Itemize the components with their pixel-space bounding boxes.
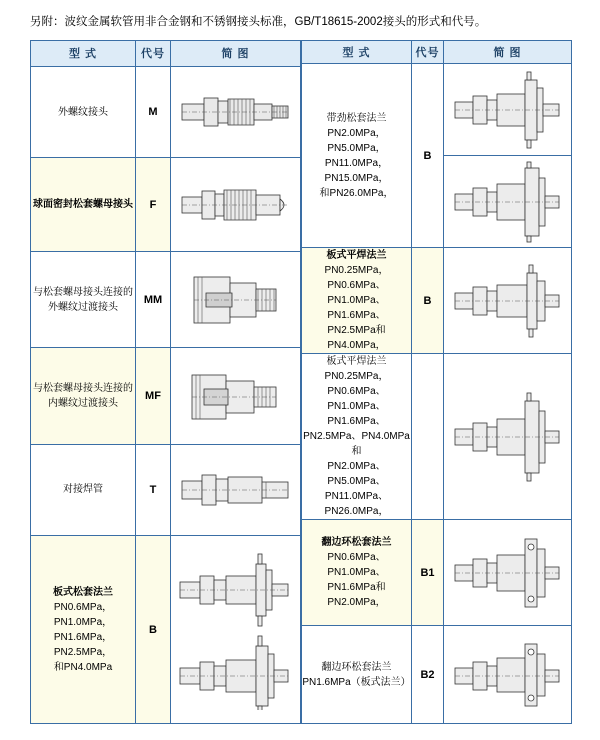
row-type-flat-weld-2-line3: PN1.0MPa、PN1.6MPa、 (327, 401, 386, 427)
row-code-ribbed: B (412, 64, 444, 248)
row-type-b-plate-line2: PN0.6MPa，PN1.0MPa， (53, 601, 113, 628)
figure-plate-lap-joint-flange (171, 536, 301, 724)
row-type-ribbed-line2: PN2.0MPa，PN5.0MPa， (327, 127, 386, 154)
left-header-code: 代号 (136, 41, 171, 67)
table-row (302, 64, 572, 156)
row-code-mm: MM (136, 252, 171, 348)
row-type-mf: 与松套螺母接头连接的内螺纹过渡接头 (31, 348, 136, 444)
row-type-b-plate-line4: 和PN4.0MPa (53, 661, 113, 673)
figure-threaded-male-connector (171, 66, 301, 158)
row-type-flat-weld-1 (302, 248, 412, 354)
row-code-t: T (136, 444, 171, 536)
row-type-flat-weld-2-line1: 板式平焊法兰 (326, 356, 387, 367)
figure-ribbed-lap-joint-flange-1 (444, 64, 572, 156)
figure-male-thread-transition (171, 252, 301, 348)
row-type-flat-weld-2-line2: PN0.25MPa，PN0.6MPa、 (324, 371, 389, 397)
row-type-ribbed (302, 64, 412, 248)
table-row (302, 520, 572, 626)
row-type-flared-b2-line1: 翻边环松套法兰 (321, 661, 392, 673)
row-type-flat-weld-2 (302, 354, 412, 520)
figure-butt-weld-pipe (171, 444, 301, 536)
row-code-b-plate: B (136, 536, 171, 724)
row-type-ribbed-line3: PN11.0MPa，PN15.0MPa， (324, 157, 389, 184)
figure-flared-ring-lap-joint-flange-plate (444, 626, 572, 724)
figure-plate-flat-welding-flange-1 (444, 248, 572, 354)
row-type-b-plate-line3: PN1.6MPa，PN2.5MPa， (53, 631, 113, 658)
row-type-mm: 与松套螺母接头连接的外螺纹过渡接头 (31, 252, 136, 348)
row-type-flared-b1 (302, 520, 412, 626)
page-title: 另附：波纹金属软管用非合金钢和不锈钢接头标准，GB/T18615-2002接头的形式和代号。 (30, 16, 487, 28)
row-type-ribbed-line1: 带劲松套法兰 (326, 112, 387, 124)
left-table-header-row (31, 41, 301, 67)
row-type-flat-weld-1-line1: 板式平焊法兰 (326, 250, 387, 261)
left-header-figure: 简 图 (171, 41, 301, 67)
table-row (31, 348, 301, 444)
right-table (301, 40, 572, 724)
row-type-flared-b1-line1: 翻边环松套法兰 (321, 537, 392, 548)
row-type-flat-weld-2-line4: PN2.5MPa、PN4.0MPa 和 (303, 431, 410, 457)
table-row (302, 248, 572, 354)
right-header-code: 代号 (412, 41, 444, 64)
figure-ribbed-lap-joint-flange-2 (444, 156, 572, 248)
row-code-flat-weld-2 (412, 354, 444, 520)
tables-container (30, 40, 570, 724)
right-header-figure: 简 图 (444, 41, 572, 64)
table-row (302, 354, 572, 520)
row-type-flat-weld-1-line4: PN2.5MPa和PN4.0MPa， (327, 325, 386, 351)
row-code-flared-b2: B2 (412, 626, 444, 724)
row-code-mf: MF (136, 348, 171, 444)
row-type-flared-b2-line2: PN1.6MPa（板式法兰） (302, 676, 411, 688)
row-type-b-plate-line1: 板式松套法兰 (53, 586, 113, 598)
row-code-f: F (136, 158, 171, 252)
left-header-type: 型 式 (31, 41, 136, 67)
table-row (31, 536, 301, 724)
figure-female-thread-transition (171, 348, 301, 444)
row-type-flared-b1-line2: PN0.6MPa、PN1.0MPa、 (327, 552, 386, 578)
table-row (31, 158, 301, 252)
row-type-flat-weld-2-line5: PN2.0MPa、PN5.0MPa、 (327, 461, 386, 487)
figure-flared-ring-lap-joint-flange (444, 520, 572, 626)
right-table-header-row (302, 41, 572, 64)
row-type-ribbed-line4: 和PN26.0MPa， (319, 187, 394, 199)
row-type-b-plate (31, 536, 136, 724)
table-row (31, 252, 301, 348)
row-code-flat-weld-1: B (412, 248, 444, 354)
row-type-flat-weld-2-line6: PN11.0MPa、PN26.0MPa， (324, 491, 389, 517)
row-type-flat-weld-1-line2: PN0.25MPa，PN0.6MPa、 (324, 265, 389, 291)
table-row (31, 444, 301, 536)
left-table (30, 40, 301, 724)
row-type-flat-weld-1-line3: PN1.0MPa、PN1.6MPa、 (327, 295, 386, 321)
row-type-m: 外螺纹接头 (31, 66, 136, 158)
row-type-f: 球面密封松套螺母接头 (31, 158, 136, 252)
row-code-flared-b1: B1 (412, 520, 444, 626)
figure-spherical-seal-union-nut (171, 158, 301, 252)
row-type-flared-b2 (302, 626, 412, 724)
table-row (31, 66, 301, 158)
figure-plate-flat-welding-flange-2 (444, 354, 572, 520)
table-row (302, 626, 572, 724)
row-code-m: M (136, 66, 171, 158)
row-type-t: 对接焊管 (31, 444, 136, 536)
right-header-type: 型 式 (302, 41, 412, 64)
row-type-flared-b1-line3: PN1.6MPa和PN2.0MPa， (327, 582, 386, 608)
